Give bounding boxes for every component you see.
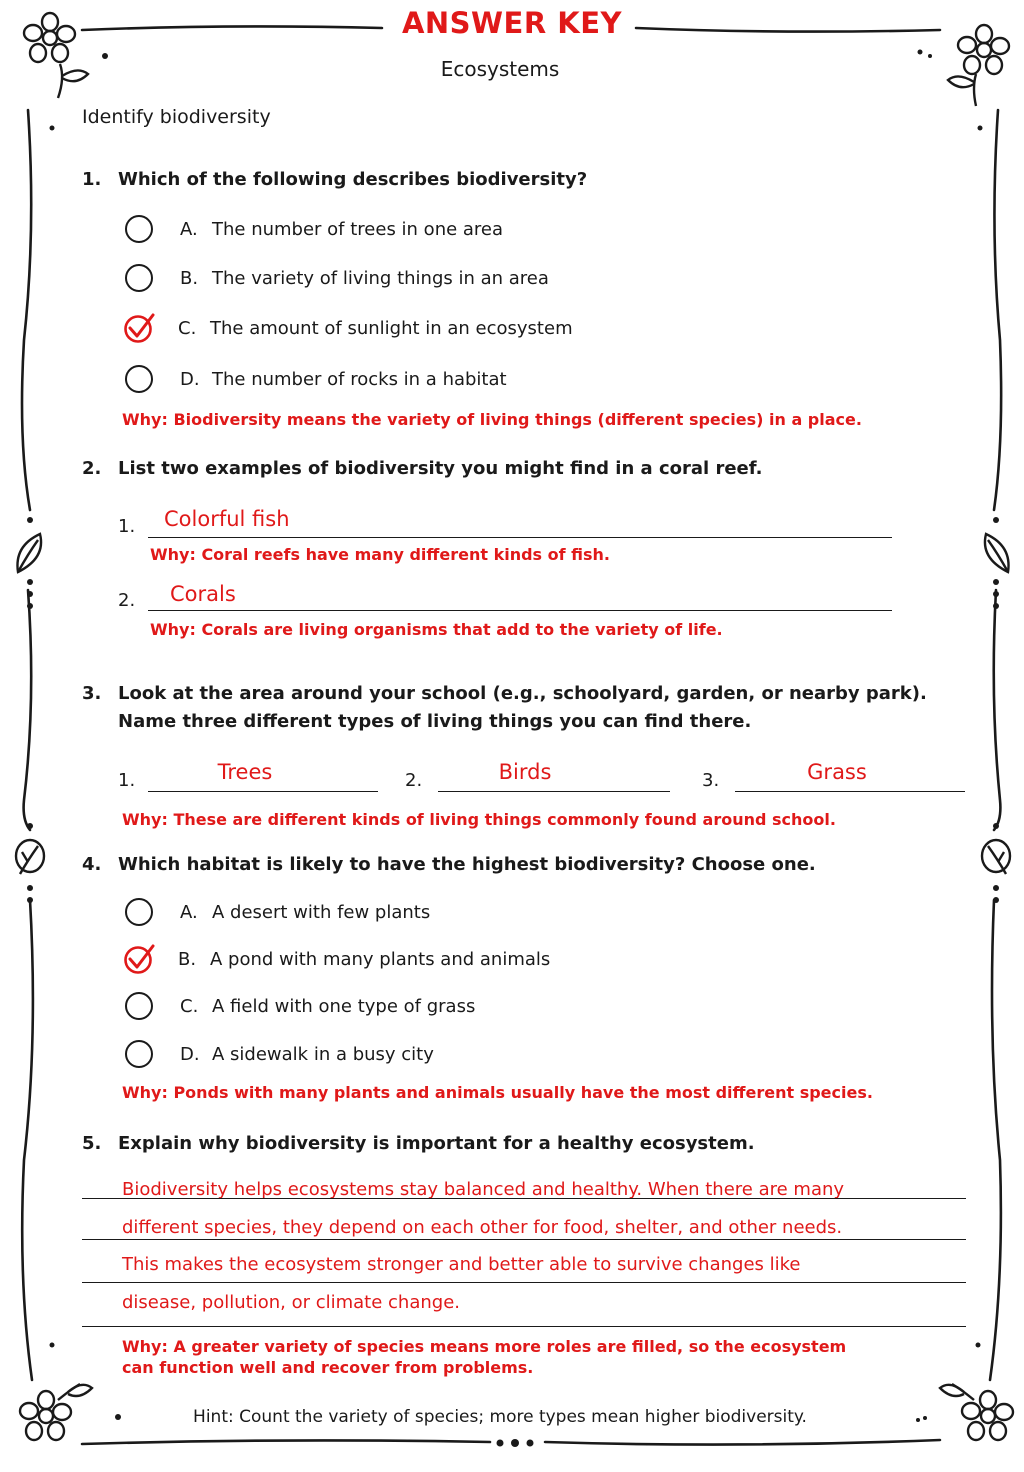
radio-circle-icon[interactable] [125,215,153,243]
answer-paragraph-line: disease, pollution, or climate change. [122,1292,460,1313]
option-text: The number of trees in one area [212,218,504,240]
q1-option-c[interactable] [125,313,573,343]
q4-option-a[interactable] [125,897,430,927]
option-letter: D. [180,368,200,390]
question-number: 3. [82,683,102,704]
why-note: Why: Ponds with many plants and animals usually have the most different species. [122,1083,873,1102]
question-text: Explain why biodiversity is important for a healthy ecosystem. [118,1133,755,1154]
answer-text: Trees [217,760,273,784]
question-number: 1. [82,169,102,190]
option-letter: B. [180,267,199,289]
leaf-icon [10,528,50,578]
question-2 [82,458,762,479]
question-text: Look at the area around your school (e.g., schoolyard, garden, or nearby park). [118,683,927,704]
answer-paragraph-line: different species, they depend on each other for food, shelter, and other needs. [122,1217,843,1238]
option-text: A pond with many plants and animals [210,948,551,970]
checked-circle-icon[interactable] [123,943,155,975]
option-letter: D. [180,1043,200,1065]
question-3 [82,683,927,704]
question-text-line-2: Name three different types of living things you can find there. [118,711,752,732]
option-text: The number of rocks in a habitat [212,368,507,390]
leaf-icon [976,834,1016,884]
question-text: Which of the following describes biodiversity? [118,169,588,190]
option-text: A sidewalk in a busy city [212,1043,434,1065]
answer-line[interactable] [82,1198,966,1199]
question-5 [82,1133,755,1154]
radio-circle-icon[interactable] [125,898,153,926]
q4-option-c[interactable] [125,991,475,1021]
radio-circle-icon[interactable] [125,1040,153,1068]
option-letter: A. [180,901,198,923]
leaf-icon [976,528,1016,578]
page-subtitle: Ecosystems [440,57,560,81]
question-4 [82,854,816,875]
checked-circle-icon[interactable] [123,312,155,344]
option-text: A desert with few plants [212,901,431,923]
q4-option-d[interactable] [125,1039,434,1069]
why-note: Why: Corals are living organisms that add to the variety of life. [150,620,723,639]
answer-number: 2. [405,770,423,791]
why-note: Why: A greater variety of species means more roles are filled, so the ecosystem [122,1337,847,1356]
why-note-line-2: can function well and recover from problems. [122,1358,534,1377]
option-letter: C. [180,995,199,1017]
radio-circle-icon[interactable] [125,992,153,1020]
q1-option-d[interactable] [125,364,507,394]
answer-text: Colorful fish [164,507,290,531]
answer-line[interactable] [82,1326,966,1327]
answer-text: Corals [170,582,236,606]
why-note: Why: These are different kinds of living things commonly found around school. [122,810,836,829]
answer-number: 1. [118,516,136,537]
radio-circle-icon[interactable] [125,365,153,393]
answer-paragraph-line: This makes the ecosystem stronger and better able to survive changes like [122,1254,801,1275]
answer-line[interactable] [735,791,965,792]
option-letter: C. [178,317,197,339]
why-note: Why: Biodiversity means the variety of living things (different species) in a place. [122,410,862,429]
question-number: 5. [82,1133,102,1154]
answer-line[interactable] [148,537,892,538]
answer-text: Birds [498,760,552,784]
answer-number: 1. [118,770,136,791]
page-title: ANSWER KEY [401,6,623,40]
q1-option-b[interactable] [125,263,549,293]
answer-number: 2. [118,590,136,611]
answer-paragraph-line: Biodiversity helps ecosystems stay balanced and healthy. When there are many [122,1179,845,1200]
question-1 [82,169,587,190]
answer-line[interactable] [148,791,378,792]
why-note: Why: Coral reefs have many different kinds of fish. [150,545,610,564]
question-text: Which habitat is likely to have the highest biodiversity? Choose one. [118,854,816,875]
answer-number: 3. [702,770,720,791]
answer-line[interactable] [82,1282,966,1283]
leaf-icon [10,834,50,884]
hint-text: Hint: Count the variety of species; more types mean higher biodiversity. [193,1407,807,1427]
option-letter: B. [178,948,197,970]
option-text: A field with one type of grass [212,995,476,1017]
option-text: The variety of living things in an area [212,267,549,289]
answer-line[interactable] [82,1239,966,1240]
q1-option-a[interactable] [125,214,503,244]
answer-text: Grass [807,760,867,784]
question-number: 4. [82,854,102,875]
option-letter: A. [180,218,198,240]
question-text: List two examples of biodiversity you might find in a coral reef. [118,458,763,479]
answer-line[interactable] [438,791,670,792]
option-text: The amount of sunlight in an ecosystem [210,317,573,339]
answer-line[interactable] [148,610,892,611]
section-title: Identify biodiversity [82,106,271,128]
q4-option-b[interactable] [125,944,550,974]
question-number: 2. [82,458,102,479]
radio-circle-icon[interactable] [125,264,153,292]
